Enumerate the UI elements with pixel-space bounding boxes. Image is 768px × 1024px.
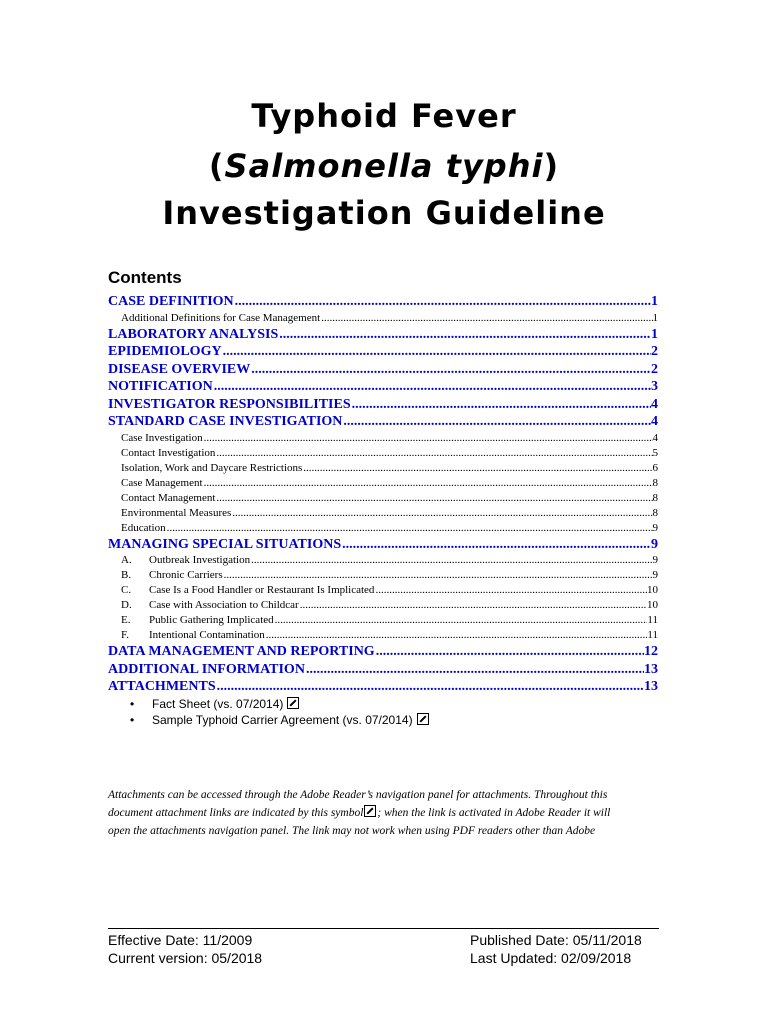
- toc-entry[interactable]: [108, 413, 658, 431]
- toc-entry-title: [121, 568, 223, 583]
- toc-page-number: 8: [652, 491, 658, 504]
- toc-page-number: 6: [652, 461, 658, 474]
- toc-dot-leader: [265, 628, 648, 643]
- paperclip-icon[interactable]: [287, 697, 299, 709]
- toc-entry[interactable]: [108, 378, 658, 396]
- toc-entry-title: [121, 628, 265, 643]
- footer-right: [470, 931, 642, 967]
- toc-page-number: 4: [652, 431, 658, 444]
- toc-entry-title: STANDARD CASE INVESTIGATION: [108, 414, 343, 429]
- toc-dot-leader: [215, 491, 652, 506]
- toc-entry-title: [121, 613, 274, 628]
- toc-page-number: 9: [652, 569, 658, 581]
- footer-divider: [108, 928, 659, 929]
- bullet-icon: •: [130, 712, 135, 727]
- toc-dot-leader: [223, 568, 653, 583]
- note-line-2: [108, 804, 668, 822]
- toc-entry[interactable]: [108, 396, 658, 414]
- toc-dot-leader: [231, 506, 652, 521]
- toc-page-number: 11: [647, 629, 658, 641]
- toc-entry-title: [121, 583, 374, 598]
- attachment-label: Sample Typhoid Carrier Agreement (vs. 07/2014): [152, 712, 413, 727]
- toc-page-number: 2: [651, 344, 658, 359]
- toc-entry-title: Case Investigation: [121, 431, 203, 444]
- toc-entry-title: Contact Management: [121, 491, 216, 504]
- note-line-3: open the attachments navigation panel. The link may not work when using PDF readers other than Adobe: [108, 825, 596, 837]
- paren-open: (: [208, 147, 225, 185]
- document-title: Typhoid Fever: [251, 97, 517, 135]
- toc-entry[interactable]: [108, 476, 658, 491]
- attachment-item[interactable]: [108, 712, 658, 728]
- toc-page-number: 2: [651, 361, 658, 377]
- toc-dot-leader: [320, 311, 652, 326]
- toc-entry-title: DISEASE OVERVIEW: [108, 361, 251, 377]
- footer-left: [108, 931, 262, 967]
- toc-dot-leader: [351, 396, 651, 414]
- toc-entry-letter: E.: [121, 614, 131, 626]
- toc-entry-letter: D.: [121, 599, 132, 611]
- toc-page-number: 9: [652, 521, 658, 534]
- toc-entry-title: ADDITIONAL INFORMATION: [108, 661, 305, 677]
- toc-dot-leader: [274, 613, 648, 628]
- toc-entry-title: Environmental Measures: [121, 506, 232, 519]
- contents-heading: Contents: [108, 268, 182, 287]
- toc-dot-leader: [203, 476, 653, 491]
- toc-page-number: 8: [652, 506, 658, 519]
- toc-dot-leader: [342, 413, 651, 431]
- toc-entry-title: ATTACHMENTS: [108, 679, 216, 694]
- toc-entry-title: Isolation, Work and Daycare Restrictions: [121, 461, 303, 474]
- toc-entry[interactable]: [108, 446, 658, 461]
- paperclip-icon[interactable]: [417, 713, 429, 725]
- attachment-item[interactable]: [108, 696, 658, 712]
- toc-page-number: 13: [644, 661, 658, 677]
- toc-entry-letter: C.: [121, 584, 132, 596]
- toc-entry[interactable]: [108, 598, 658, 613]
- toc-entry-letter: B.: [121, 569, 132, 581]
- toc-page-number: 1: [652, 311, 658, 324]
- toc-entry-title: Case Management: [121, 476, 203, 489]
- document-subtitle-organism: [0, 146, 768, 186]
- toc-dot-leader: [250, 553, 652, 568]
- toc-entry-text: Case Is a Food Handler or Restaurant Is Implicated: [149, 584, 375, 596]
- paren-close: ): [543, 147, 560, 185]
- toc-page-number: 8: [652, 476, 658, 489]
- toc-entry[interactable]: [108, 568, 658, 583]
- toc-entry-text: Public Gathering Implicated: [149, 614, 274, 626]
- current-version: Current version: 05/2018: [108, 950, 263, 966]
- toc-dot-leader: [278, 326, 651, 344]
- toc-entry[interactable]: [108, 461, 658, 476]
- toc-page-number: 5: [652, 446, 658, 459]
- toc-page-number: 4: [651, 396, 658, 412]
- toc-page-number: 10: [647, 584, 658, 596]
- toc-entry[interactable]: [108, 583, 658, 598]
- toc-dot-leader: [203, 431, 653, 446]
- toc-entry-title: EPIDEMIOLOGY: [108, 344, 222, 359]
- toc-page-number: 10: [647, 599, 658, 611]
- toc-entry[interactable]: [108, 678, 658, 696]
- toc-dot-leader: [213, 378, 651, 396]
- toc-entry-letter: F.: [121, 629, 129, 641]
- toc-entry-title: MANAGING SPECIAL SITUATIONS: [108, 536, 342, 552]
- toc-entry-letter: A.: [121, 554, 132, 566]
- toc-page-number: 13: [644, 679, 658, 694]
- toc-entry[interactable]: [108, 431, 658, 446]
- paperclip-icon: [364, 805, 376, 817]
- toc-entry-title: [121, 598, 299, 613]
- document-subtitle: Investigation Guideline: [162, 194, 606, 232]
- toc-entry[interactable]: [108, 343, 658, 361]
- toc-entry[interactable]: [108, 311, 658, 326]
- toc-entry-title: CASE DEFINITION: [108, 294, 234, 309]
- toc-entry[interactable]: [108, 643, 658, 661]
- toc-page-number: 11: [647, 614, 658, 626]
- toc-entry-text: Intentional Contamination: [149, 629, 265, 641]
- toc-entry[interactable]: [108, 293, 658, 311]
- toc-entry-text: Case with Association to Childcar: [149, 599, 299, 611]
- toc-entry[interactable]: [108, 326, 658, 344]
- note-line-2a: document attachment links are indicated by this symbol: [108, 807, 364, 819]
- attachments-note: [108, 786, 668, 840]
- toc-dot-leader: [374, 583, 647, 598]
- toc-dot-leader: [341, 536, 651, 554]
- toc-entry-title: LABORATORY ANALYSIS: [108, 326, 279, 342]
- toc-entry-title: [121, 553, 250, 568]
- toc-page-number: 9: [652, 554, 658, 566]
- toc-dot-leader: [305, 661, 644, 679]
- toc-dot-leader: [299, 598, 647, 613]
- toc-page-number: 3: [651, 379, 658, 394]
- toc-dot-leader: [302, 461, 652, 476]
- toc-entry-title: INVESTIGATOR RESPONSIBILITIES: [108, 396, 351, 412]
- toc-dot-leader: [222, 343, 651, 361]
- toc-page-number: 1: [651, 294, 658, 309]
- toc-entry[interactable]: [108, 661, 658, 679]
- toc-dot-leader: [216, 678, 644, 696]
- toc-entry[interactable]: [108, 553, 658, 568]
- last-updated: Last Updated: 02/09/2018: [470, 950, 632, 966]
- toc-entry[interactable]: [108, 521, 658, 536]
- toc-entry-title: DATA MANAGEMENT AND REPORTING: [108, 644, 375, 659]
- note-line-2b: ; when the link is activated in Adobe Reader it will: [377, 807, 611, 819]
- toc-entry-title: Education: [121, 521, 166, 534]
- toc-dot-leader: [250, 361, 651, 379]
- note-line-1: Attachments can be accessed through the Adobe Reader’s navigation panel for attachments. Throughout this: [108, 789, 608, 801]
- toc-page-number: 4: [651, 414, 658, 429]
- toc-entry-title: Additional Definitions for Case Management: [121, 311, 321, 324]
- toc-entry-title: Contact Investigation: [121, 446, 216, 459]
- toc-entry[interactable]: [108, 491, 658, 506]
- toc-entry[interactable]: [108, 613, 658, 628]
- toc-page-number: 12: [644, 644, 658, 659]
- toc-entry[interactable]: [108, 506, 658, 521]
- toc-entry-text: Outbreak Investigation: [149, 554, 251, 566]
- toc-dot-leader: [215, 446, 652, 461]
- toc-page-number: 1: [651, 326, 658, 342]
- attachment-label: Fact Sheet (vs. 07/2014): [152, 696, 284, 711]
- toc-page-number: 9: [651, 536, 658, 552]
- bullet-icon: •: [130, 696, 135, 711]
- published-date: Published Date: 05/11/2018: [470, 932, 642, 948]
- toc-entry[interactable]: [108, 536, 658, 554]
- toc-dot-leader: [166, 521, 653, 536]
- toc-dot-leader: [375, 643, 644, 661]
- toc-entry[interactable]: [108, 361, 658, 379]
- table-of-contents: [108, 293, 658, 728]
- toc-entry[interactable]: [108, 628, 658, 643]
- toc-dot-leader: [234, 293, 651, 311]
- organism-name: Salmonella typhi: [224, 147, 544, 185]
- toc-entry-title: NOTIFICATION: [108, 379, 213, 394]
- toc-entry-text: Chronic Carriers: [149, 569, 223, 581]
- effective-date: Effective Date: 11/2009: [108, 932, 253, 948]
